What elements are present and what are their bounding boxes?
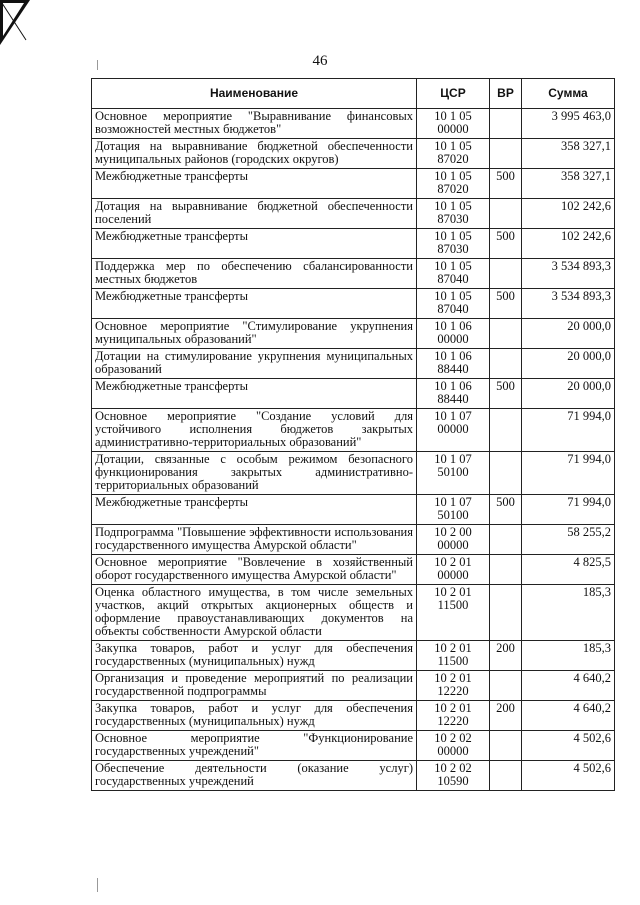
- row-csr-code: [417, 259, 490, 289]
- row-name: Организация и проведение мероприятий по реализации государственной подпрограммы: [92, 671, 417, 701]
- row-sum: 3 995 463,0: [522, 109, 615, 139]
- csr-part-1: 10 1 05: [434, 169, 472, 183]
- row-name: Дотация на выравнивание бюджетной обеспеченности муниципальных районов (городских округов): [92, 139, 417, 169]
- csr-part-1: 10 2 02: [434, 761, 472, 775]
- header-sum: Сумма: [522, 79, 615, 109]
- csr-part-1: 10 2 01: [434, 585, 472, 599]
- row-sum: 4 502,6: [522, 761, 615, 791]
- row-sum: 4 825,5: [522, 555, 615, 585]
- csr-part-2: 00000: [437, 422, 469, 436]
- row-vr-code: [490, 109, 522, 139]
- csr-part-2: 87030: [437, 212, 469, 226]
- row-csr-code: [417, 701, 490, 731]
- row-sum: 58 255,2: [522, 525, 615, 555]
- csr-part-1: 10 2 01: [434, 555, 472, 569]
- row-vr-code: 500: [490, 289, 522, 319]
- row-sum: 102 242,6: [522, 229, 615, 259]
- csr-part-1: 10 1 07: [434, 495, 472, 509]
- row-name: Дотации на стимулирование укрупнения муниципальных образований: [92, 349, 417, 379]
- csr-part-1: 10 1 06: [434, 379, 472, 393]
- csr-part-2: 12220: [437, 714, 469, 728]
- row-csr-code: [417, 525, 490, 555]
- row-csr-code: [417, 761, 490, 791]
- table-row: [92, 409, 615, 452]
- scan-corner-mark: [0, 0, 30, 45]
- csr-part-2: 00000: [437, 744, 469, 758]
- row-sum: 71 994,0: [522, 409, 615, 452]
- csr-part-2: 11500: [437, 598, 469, 612]
- row-vr-code: 200: [490, 641, 522, 671]
- row-csr-code: [417, 452, 490, 495]
- csr-part-2: 00000: [437, 122, 469, 136]
- row-vr-code: [490, 409, 522, 452]
- csr-part-2: 87040: [437, 272, 469, 286]
- row-sum: 358 327,1: [522, 169, 615, 199]
- row-vr-code: [490, 452, 522, 495]
- row-name: Оценка областного имущества, в том числе земельных участков, акций открытых акционерных обществ и оформление правоустанавливающих документов на объекты собственности Амурской области: [92, 585, 417, 641]
- row-sum: 20 000,0: [522, 379, 615, 409]
- table-row: [92, 319, 615, 349]
- csr-part-2: 87030: [437, 242, 469, 256]
- csr-part-2: 00000: [437, 332, 469, 346]
- csr-part-1: 10 2 01: [434, 641, 472, 655]
- table-row: [92, 259, 615, 289]
- row-csr-code: [417, 139, 490, 169]
- csr-part-1: 10 1 07: [434, 409, 472, 423]
- row-sum: 20 000,0: [522, 349, 615, 379]
- csr-part-2: 12220: [437, 684, 469, 698]
- table-row: [92, 349, 615, 379]
- row-csr-code: [417, 379, 490, 409]
- row-name: Межбюджетные трансферты: [92, 229, 417, 259]
- row-name: Основное мероприятие "Выравнивание финансовых возможностей местных бюджетов": [92, 109, 417, 139]
- csr-part-1: 10 2 01: [434, 671, 472, 685]
- header-vr: ВР: [490, 79, 522, 109]
- row-sum: 71 994,0: [522, 495, 615, 525]
- row-csr-code: [417, 319, 490, 349]
- csr-part-1: 10 1 05: [434, 199, 472, 213]
- row-csr-code: [417, 409, 490, 452]
- csr-part-1: 10 1 06: [434, 319, 472, 333]
- csr-part-1: 10 1 06: [434, 349, 472, 363]
- row-sum: 3 534 893,3: [522, 259, 615, 289]
- row-csr-code: [417, 731, 490, 761]
- row-name: Поддержка мер по обеспечению сбалансированности местных бюджетов: [92, 259, 417, 289]
- row-vr-code: [490, 671, 522, 701]
- row-name: Дотация на выравнивание бюджетной обеспеченности поселений: [92, 199, 417, 229]
- table-row: [92, 701, 615, 731]
- row-name: Обеспечение деятельности (оказание услуг) государственных учреждений: [92, 761, 417, 791]
- csr-part-2: 88440: [437, 392, 469, 406]
- scan-artifact: [97, 878, 98, 892]
- row-vr-code: [490, 761, 522, 791]
- csr-part-2: 11500: [437, 654, 469, 668]
- row-vr-code: [490, 555, 522, 585]
- row-vr-code: 500: [490, 495, 522, 525]
- row-sum: 4 502,6: [522, 731, 615, 761]
- row-vr-code: [490, 731, 522, 761]
- row-vr-code: [490, 319, 522, 349]
- table-row: [92, 495, 615, 525]
- row-name: Закупка товаров, работ и услуг для обеспечения государственных (муниципальных) нужд: [92, 701, 417, 731]
- csr-part-1: 10 1 05: [434, 229, 472, 243]
- header-name: Наименование: [92, 79, 417, 109]
- row-csr-code: [417, 555, 490, 585]
- csr-part-2: 88440: [437, 362, 469, 376]
- table-row: [92, 169, 615, 199]
- row-name: Межбюджетные трансферты: [92, 495, 417, 525]
- row-sum: 185,3: [522, 585, 615, 641]
- row-sum: 20 000,0: [522, 319, 615, 349]
- row-sum: 4 640,2: [522, 701, 615, 731]
- row-vr-code: 500: [490, 229, 522, 259]
- row-csr-code: [417, 585, 490, 641]
- table-row: [92, 109, 615, 139]
- table-row: [92, 671, 615, 701]
- row-vr-code: [490, 349, 522, 379]
- row-csr-code: [417, 169, 490, 199]
- table-row: [92, 525, 615, 555]
- row-csr-code: [417, 109, 490, 139]
- budget-table: [91, 78, 615, 791]
- table-row: [92, 379, 615, 409]
- row-csr-code: [417, 229, 490, 259]
- csr-part-1: 10 2 00: [434, 525, 472, 539]
- table-row: [92, 585, 615, 641]
- row-vr-code: [490, 139, 522, 169]
- row-vr-code: 500: [490, 169, 522, 199]
- table-row: [92, 641, 615, 671]
- csr-part-1: 10 1 07: [434, 452, 472, 466]
- csr-part-2: 87040: [437, 302, 469, 316]
- row-name: Дотации, связанные с особым режимом безопасного функционирования закрытых административно-территориальных образований: [92, 452, 417, 495]
- row-csr-code: [417, 349, 490, 379]
- row-sum: 102 242,6: [522, 199, 615, 229]
- page-number: 46: [312, 53, 328, 69]
- row-sum: 3 534 893,3: [522, 289, 615, 319]
- row-vr-code: [490, 199, 522, 229]
- scan-artifact: [97, 60, 98, 70]
- row-name: Межбюджетные трансферты: [92, 379, 417, 409]
- row-csr-code: [417, 495, 490, 525]
- row-sum: 4 640,2: [522, 671, 615, 701]
- csr-part-1: 10 2 01: [434, 701, 472, 715]
- row-vr-code: [490, 585, 522, 641]
- table-row: [92, 139, 615, 169]
- row-vr-code: [490, 259, 522, 289]
- row-sum: 358 327,1: [522, 139, 615, 169]
- csr-part-1: 10 1 05: [434, 109, 472, 123]
- row-csr-code: [417, 199, 490, 229]
- row-name: Основное мероприятие "Создание условий для устойчивого исполнения бюджетов закрытых административно-территориальных образований": [92, 409, 417, 452]
- csr-part-2: 10590: [437, 774, 469, 788]
- row-name: Основное мероприятие "Вовлечение в хозяйственный оборот государственного имущества Амурской области": [92, 555, 417, 585]
- row-csr-code: [417, 641, 490, 671]
- csr-part-2: 50100: [437, 508, 469, 522]
- csr-part-2: 87020: [437, 182, 469, 196]
- row-name: Межбюджетные трансферты: [92, 169, 417, 199]
- table-header-row: [92, 79, 615, 109]
- row-csr-code: [417, 289, 490, 319]
- table-row: [92, 289, 615, 319]
- table-row: [92, 731, 615, 761]
- table-row: [92, 229, 615, 259]
- table-row: [92, 452, 615, 495]
- csr-part-1: 10 1 05: [434, 139, 472, 153]
- csr-part-2: 00000: [437, 538, 469, 552]
- csr-part-1: 10 1 05: [434, 259, 472, 273]
- row-sum: 185,3: [522, 641, 615, 671]
- csr-part-2: 87020: [437, 152, 469, 166]
- row-name: Основное мероприятие "Стимулирование укрупнения муниципальных образований": [92, 319, 417, 349]
- table-row: [92, 199, 615, 229]
- row-name: Межбюджетные трансферты: [92, 289, 417, 319]
- row-name: Подпрограмма "Повышение эффективности использования государственного имущества Амурской области": [92, 525, 417, 555]
- table-row: [92, 555, 615, 585]
- row-name: Закупка товаров, работ и услуг для обеспечения государственных (муниципальных) нужд: [92, 641, 417, 671]
- row-vr-code: 200: [490, 701, 522, 731]
- csr-part-2: 00000: [437, 568, 469, 582]
- row-sum: 71 994,0: [522, 452, 615, 495]
- row-vr-code: 500: [490, 379, 522, 409]
- row-name: Основное мероприятие "Функционирование государственных учреждений": [92, 731, 417, 761]
- csr-part-2: 50100: [437, 465, 469, 479]
- csr-part-1: 10 2 02: [434, 731, 472, 745]
- csr-part-1: 10 1 05: [434, 289, 472, 303]
- row-vr-code: [490, 525, 522, 555]
- table-row: [92, 761, 615, 791]
- header-csr: ЦСР: [417, 79, 490, 109]
- row-csr-code: [417, 671, 490, 701]
